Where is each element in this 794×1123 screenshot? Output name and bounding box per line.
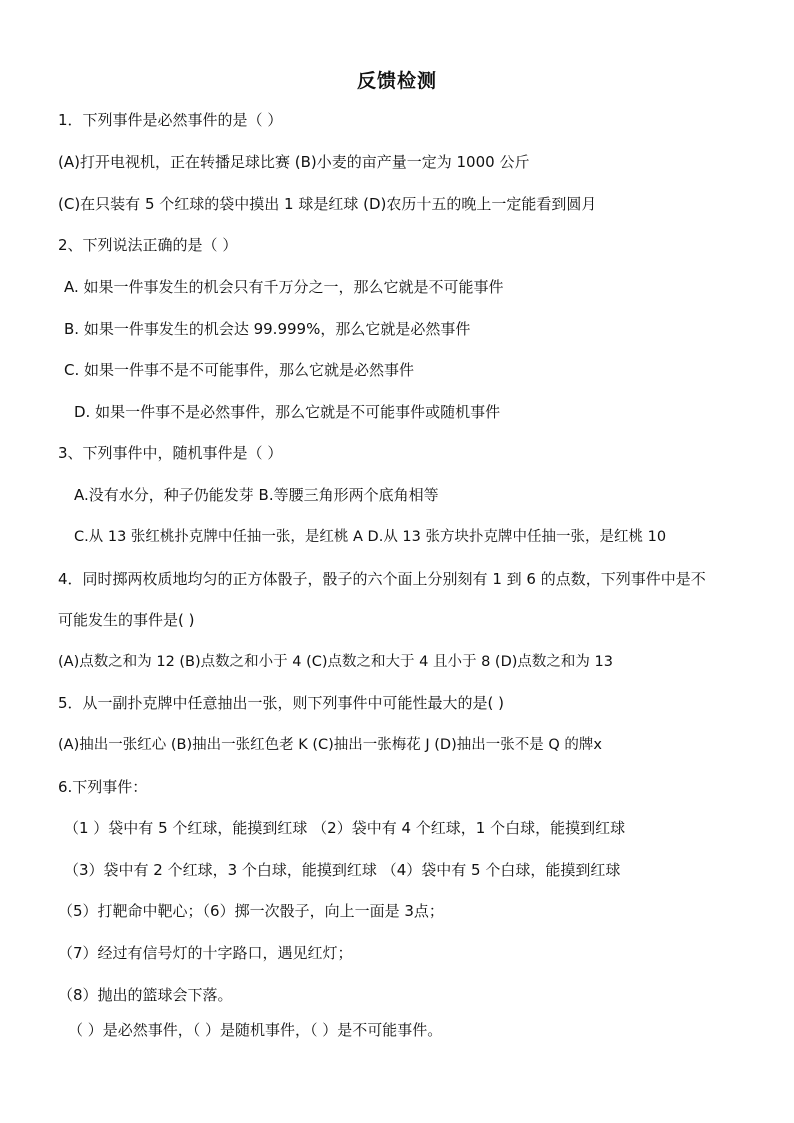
question-2-option-a: A. 如果一件事发生的机会只有千万分之一，那么它就是不可能事件	[64, 278, 504, 296]
question-2-option-d: D. 如果一件事不是必然事件，那么它就是不可能事件或随机事件	[74, 403, 501, 421]
question-6-answer-blanks: （ ）是必然事件，（ ）是随机事件，（ ）是不可能事件。	[68, 1021, 443, 1039]
question-3-options-ab: A.没有水分，种子仍能发芽 B.等腰三角形两个底角相等	[74, 486, 439, 504]
question-5-stem: 5．从一副扑克牌中任意抽出一张，则下列事件中可能性最大的是( )	[58, 694, 505, 712]
question-4-options: (A)点数之和为 12 (B)点数之和小于 4 (C)点数之和大于 4 且小于 8 (D)点数之和为 13	[58, 654, 613, 670]
question-6-items-1-2: （1 ）袋中有 5 个红球，能摸到红球 （2）袋中有 4 个红球，1 个白球，能摸到红球	[64, 819, 626, 837]
question-3-options-cd: C.从 13 张红桃扑克牌中任抽一张，是红桃 A D.从 13 张方块扑克牌中任抽一张，是红桃 10	[74, 529, 667, 545]
question-4-stem-line2: 可能发生的事件是( )	[58, 611, 195, 629]
document-title: 反馈检测	[356, 70, 437, 92]
question-4-stem-line1: 4．同时掷两枚质地均匀的正方体骰子，骰子的六个面上分别刻有 1 到 6 的点数，下列事件中是不	[58, 570, 706, 588]
question-2-option-b: B. 如果一件事发生的机会达 99.999%，那么它就是必然事件	[64, 320, 471, 338]
question-5-options: (A)抽出一张红心 (B)抽出一张红色老 K (C)抽出一张梅花 J (D)抽出一张不是 Q 的牌x	[58, 737, 602, 753]
question-1-stem: 1．下列事件是必然事件的是（ ）	[58, 111, 283, 129]
question-2-stem: 2、下列说法正确的是（ ）	[58, 236, 238, 254]
question-1-options-ab: (A)打开电视机，正在转播足球比赛 (B)小麦的亩产量一定为 1000 公斤	[58, 153, 530, 171]
question-6-item-8: （8）抛出的篮球会下落。	[58, 986, 233, 1004]
question-2-option-c: C. 如果一件事不是不可能事件，那么它就是必然事件	[64, 361, 415, 379]
question-6-items-5-6: （5）打靶命中靶心；（6）掷一次骰子，向上一面是 3点；	[58, 902, 444, 920]
question-1-options-cd: (C)在只装有 5 个红球的袋中摸出 1 球是红球 (D)农历十五的晚上一定能看到圆月	[58, 195, 597, 213]
question-6-items-3-4: （3）袋中有 2 个红球，3 个白球，能摸到红球 （4）袋中有 5 个白球，能摸到红球	[64, 861, 621, 879]
question-6-item-7: （7）经过有信号灯的十字路口，遇见红灯；	[58, 944, 353, 962]
question-6-stem: 6.下列事件：	[58, 778, 148, 796]
question-3-stem: 3、下列事件中，随机事件是（ ）	[58, 444, 283, 462]
